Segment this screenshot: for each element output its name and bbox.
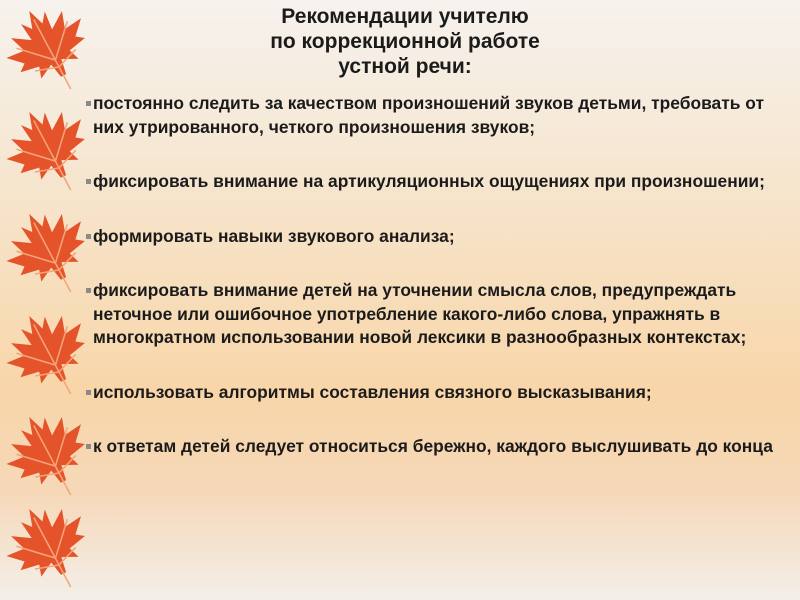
- title-line: по коррекционной работе: [270, 30, 540, 53]
- list-item: [86, 435, 786, 459]
- list-item-text: формировать навыки звукового анализа;: [93, 225, 455, 246]
- maple-leaf-icon: [2, 408, 98, 504]
- maple-leaf-icon: [2, 307, 98, 403]
- bullet-icon: [86, 101, 91, 106]
- list-item: [86, 381, 786, 405]
- maple-leaf-icon: [2, 103, 98, 199]
- list-item: [86, 170, 786, 194]
- bullet-icon: [86, 390, 91, 395]
- recommendation-list: [86, 92, 786, 459]
- list-item-text: постоянно следить за качеством произношений звуков детьми, требовать от них утрированного, четкого произношения звуков;: [93, 93, 764, 137]
- list-item: [86, 225, 786, 249]
- maple-leaf-icon: [2, 205, 98, 301]
- bullet-icon: [86, 288, 91, 293]
- title-line: Рекомендации учителю: [281, 5, 529, 28]
- bullet-icon: [86, 444, 91, 449]
- bullet-icon: [86, 179, 91, 184]
- maple-leaf-icon: [2, 2, 98, 98]
- title-line: устной речи:: [338, 55, 472, 78]
- slide-title: [190, 4, 620, 79]
- list-item: [86, 92, 786, 139]
- list-item-text: к ответам детей следует относиться бережно, каждого выслушивать до конца: [93, 436, 773, 456]
- list-item: [86, 279, 786, 350]
- list-item-text: фиксировать внимание детей на уточнении смысла слов, предупреждать неточное или ошибочное употребление какого-либо слова, упражнять в многократном использовании новой лексики в разнообразных контекстах;: [93, 280, 747, 347]
- list-item-text: использовать алгоритмы составления связного высказывания;: [93, 381, 652, 402]
- bullet-icon: [86, 234, 91, 239]
- list-item-text: фиксировать внимание на артикуляционных ощущениях при произношении;: [93, 171, 765, 191]
- maple-leaf-icon: [2, 500, 98, 596]
